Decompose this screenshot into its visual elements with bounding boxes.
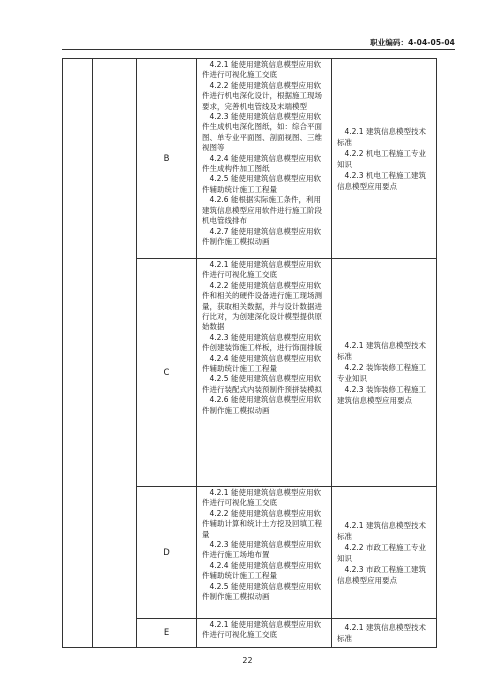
grade-cell: D xyxy=(137,487,197,619)
grade-cell: C xyxy=(137,259,197,487)
skill-item: 4.2.2 能使用建筑信息模型应用软件辅助计算和统计土方挖及回填工程量 xyxy=(202,508,322,539)
knowledge-cell xyxy=(332,259,437,487)
knowledge-item: 4.2.1 建筑信息模型技术标准 xyxy=(337,126,426,147)
knowledge-item: 4.2.3 机电工程施工建筑信息模型应用要点 xyxy=(337,170,426,191)
page-code: 职业编码：4-04-05-04 xyxy=(370,38,455,47)
skill-item: 4.2.4 能使用建筑信息模型应用软件生成构件加工图纸 xyxy=(202,153,321,174)
grade-cell: E xyxy=(137,619,197,648)
knowledge-cell xyxy=(332,59,437,259)
skill-item: 4.2.1 能使用建筑信息模型应用软件进行可视化施工交底 xyxy=(202,260,321,280)
skill-item: 4.2.5 能使用建筑信息模型应用软件辅助统计施工工程量 xyxy=(202,174,321,194)
knowledge-item: 4.2.1 建筑信息模型技术标准 xyxy=(337,623,426,643)
section-cell xyxy=(93,59,137,648)
page-number: 22 xyxy=(242,656,253,665)
skill-item: 4.2.5 能使用建筑信息模型应用软件制作施工模拟动画 xyxy=(202,581,321,602)
skill-item: 4.2.6 能根据实际施工条件，利用建筑信息模型应用软件进行施工阶段机电管线排布 xyxy=(202,195,322,226)
table-row xyxy=(63,59,437,259)
skill-item: 4.2.3 能使用建筑信息模型应用软件生成机电深化图纸，如：综合平面图、单专业平面图、剖面视图、三维视图等 xyxy=(202,112,322,153)
skills-cell xyxy=(197,487,332,619)
skill-item: 4.2.2 能使用建筑信息模型应用软件进行机电深化设计，根据施工现场要求，完善机电管线及末端模型 xyxy=(202,80,322,111)
knowledge-item: 4.2.2 机电工程施工专业知识 xyxy=(337,148,426,169)
skills-cell xyxy=(197,619,332,648)
knowledge-item: 4.2.1 建筑信息模型技术标准 xyxy=(337,520,426,541)
skill-item: 4.2.1 能使用建筑信息模型应用软件进行可视化施工交底 xyxy=(202,620,321,640)
skill-item: 4.2.4 能使用建筑信息模型应用软件辅助统计施工工程量 xyxy=(202,353,321,374)
header-rule xyxy=(62,49,455,50)
skill-item: 4.2.5 能使用建筑信息模型应用软件进行装配式内装预制件预拼装模拟 xyxy=(202,374,322,394)
skill-item: 4.2.1 能使用建筑信息模型应用软件进行可视化施工交底 xyxy=(202,60,321,80)
skill-item: 4.2.6 能使用建筑信息模型应用软件制作施工模拟动画 xyxy=(202,395,321,415)
skills-cell xyxy=(197,59,332,259)
skills-table xyxy=(62,58,437,648)
skill-item: 4.2.3 能使用建筑信息模型应用软件进行施工场地布置 xyxy=(202,540,321,560)
knowledge-item: 4.2.1 建筑信息模型技术标准 xyxy=(337,340,426,361)
knowledge-item: 4.2.2 市政工程施工专业知识 xyxy=(337,542,426,563)
knowledge-item: 4.2.3 装饰装修工程施工建筑信息模型应用要点 xyxy=(337,384,426,405)
skill-item: 4.2.7 能使用建筑信息模型应用软件制作施工模拟动画 xyxy=(202,226,321,246)
grade-cell: B xyxy=(137,59,197,259)
skill-item: 4.2.1 能使用建筑信息模型应用软件进行可视化施工交底 xyxy=(202,488,321,508)
skill-item: 4.2.3 能使用建筑信息模型应用软件创建装饰施工样板，进行饰面排版 xyxy=(202,332,322,353)
knowledge-item: 4.2.2 装饰装修工程施工专业知识 xyxy=(337,362,426,383)
skill-item: 4.2.2 能使用建筑信息模型应用软件和相关的硬件设备进行施工现场测量，获取相关数据，并与设计数据进行比对，为创建深化设计模型提供原始数据 xyxy=(202,280,322,332)
skill-item: 4.2.4 能使用建筑信息模型应用软件辅助统计施工工程量 xyxy=(202,560,321,581)
skills-cell xyxy=(197,259,332,487)
knowledge-cell xyxy=(332,619,437,648)
knowledge-cell xyxy=(332,487,437,619)
chapter-cell xyxy=(63,59,93,648)
knowledge-item: 4.2.3 市政工程施工建筑信息模型应用要点 xyxy=(337,564,426,585)
